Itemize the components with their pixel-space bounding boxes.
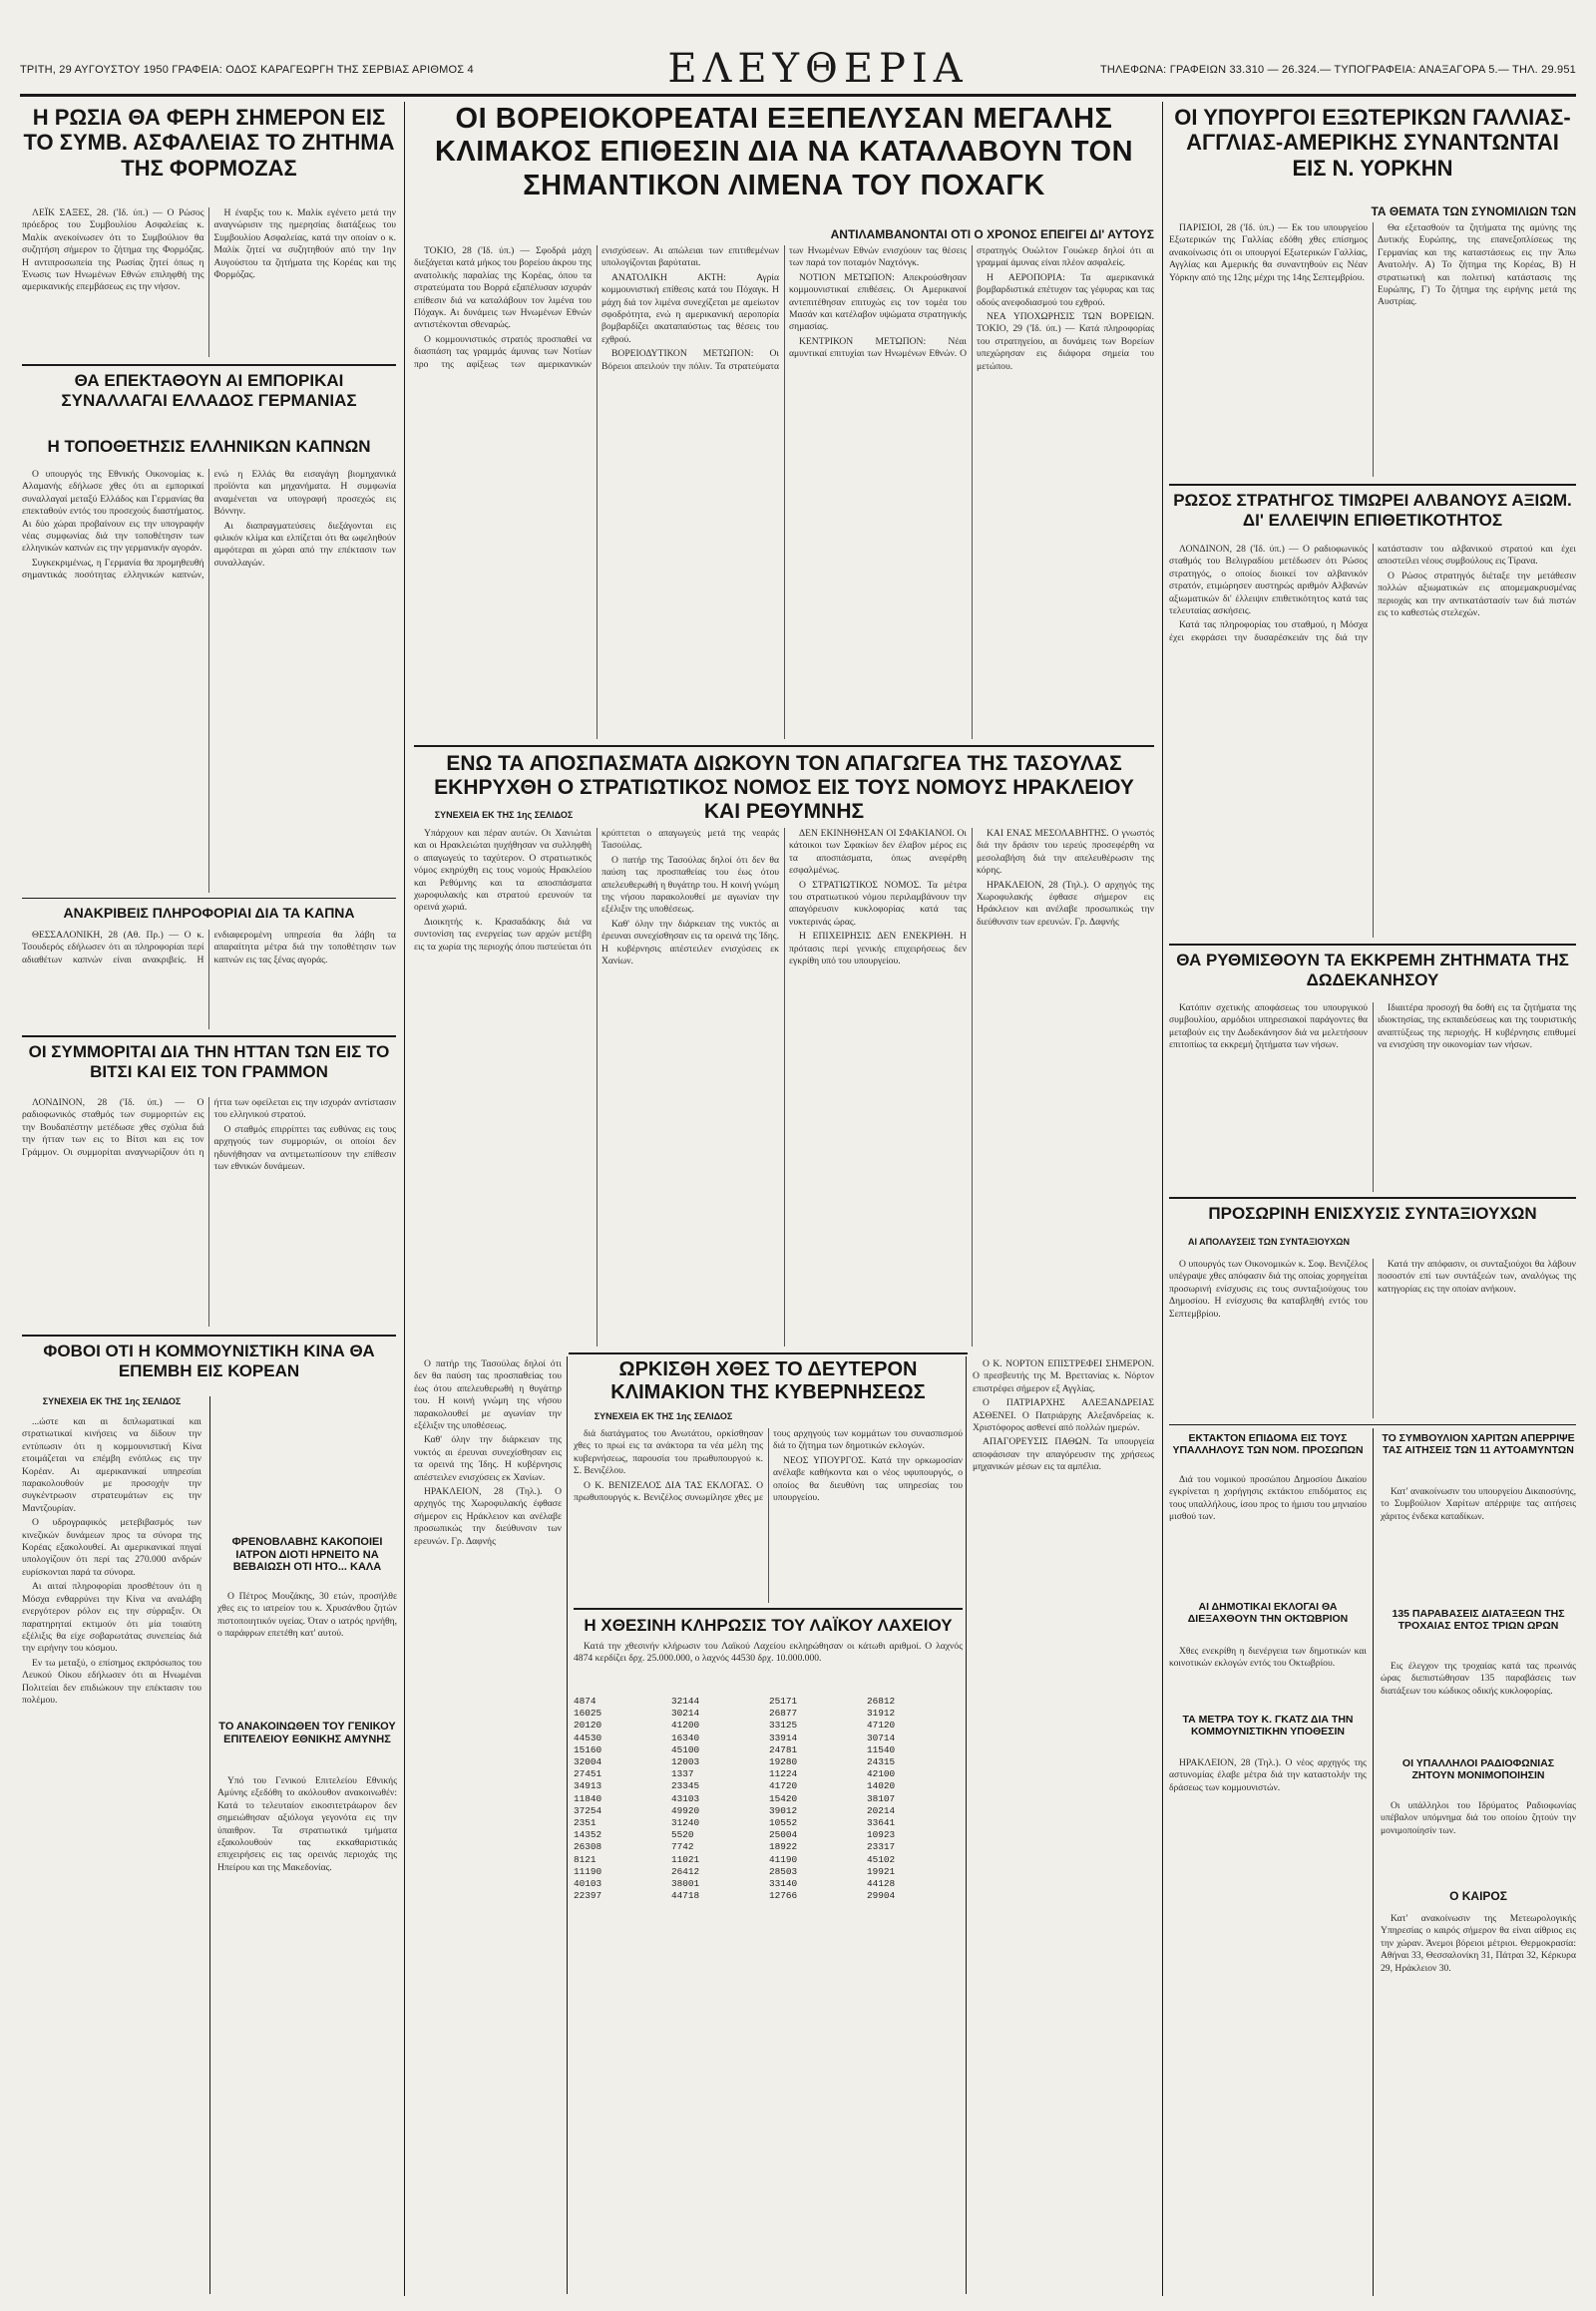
paragraph: Υπό του Γενικού Επιτελείου Εθνικής Αμύνης εξεδόθη το ακόλουθον ανακοινωθέν: Κατά το τελευταίον εικοσιτετράωρον δεν σημειώθησαν αξιόλογα γεγονότα εις την ύπαιθρον. Τα στρατιωτικά τμήματα εξακολουθούν τας εκκαθαριστικάς επιχειρήσεις εις τας ορεινάς περιοχάς της Ηπείρου και της Μακεδονίας. — [217, 1775, 397, 1873]
oath-body — [574, 1428, 963, 1603]
lottery-number: 25171 — [769, 1696, 798, 1707]
oath-headline: ΩΡΚΙΣΘΗ ΧΘΕΣ ΤΟ ΔΕΥΤΕΡΟΝ ΚΛΙΜΑΚΙΟΝ ΤΗΣ ΚΥΒΕΡΝΗΣΕΩΣ — [610, 1358, 926, 1403]
paragraph: Οι υπάλληλοι του Ιδρύματος Ραδιοφωνίας υπέβαλον υπόμνημα διά του οποίου ζητούν την μονιμοποίησίν των. — [1381, 1800, 1576, 1836]
bands-body — [22, 1097, 396, 1327]
paragraph: ΛΕΪΚ ΣΑΞΕΣ, 28. ('Ιδ. ύπ.) — Ο Ρώσος πρόεδρος του Συμβουλίου Ασφαλείας κ. Μαλίκ ανεκοίνωσεν ότι το Συμβούλιον θα συζητήση σήμερον το ζήτημα της Φορμόζας. Η αντιπροσωπεία της Ρωσίας ζητεί όπως η Ένωσις των Ηνωμένων Εθνών επιληφθή της αμερικανικής επεμβάσεως εις την νήσον. — [22, 207, 204, 293]
oath-continued: ΣΥΝΕΧΕΙΑ ΕΚ ΤΗΣ 1ης ΣΕΛΙΔΟΣ — [594, 1411, 733, 1421]
paragraph: Καθ' όλην την διάρκειαν της νυκτός αι έρευναι συνεχίσθησαν εις τα ορεινά της Ίδης. Η κυβέρνησις απέστειλεν ενισχύσεις εκ Χανίων. — [601, 918, 779, 967]
lottery-number: 45100 — [671, 1743, 700, 1755]
paragraph: Ο πατήρ της Τασούλας δηλοί ότι δεν θα παύση τας προσπαθείας του έως ότου απελευθερωθή η θυγάτηρ του. Η κοινή γνώμη της νήσου παρακολουθεί με αγωνίαν την εξέλιξιν της υποθέσεως. — [601, 854, 779, 916]
trade-body — [22, 469, 396, 893]
lottery-number: 49920 — [671, 1804, 700, 1816]
lottery-number: 12003 — [671, 1756, 700, 1768]
paragraph: Χθες ενεκρίθη η διενέργεια των δημοτικών και κοινοτικών εκλογών εντός του Οκτωβρίου. — [1169, 1646, 1367, 1670]
paragraph: Καθ' όλην την διάρκειαν της νυκτός αι έρευναι συνεχίσθησαν εις τα ορεινά της Ίδης. Η κυβέρνησις απέστειλεν ενισχύσεις εκ Χανίων. — [414, 1434, 562, 1483]
paragraph: ΠΑΡΙΣΙΟΙ, 28 ('Ιδ. ύπ.) — Εκ του υπουργείου Εξωτερικών της Γαλλίας εδόθη χθες επίσημος ανακοίνωσις ότι οι υπουργοί Εξωτερικών Γαλλίας, Αγγλίας και Αμερικής θα συναντηθούν εις Νέαν Υόρκην από της 12ης μέχρι της 14ης Σεπτεμβρίου. — [1169, 222, 1368, 283]
paragraph: Κατά τας πληροφορίας του σταθμού, η Μόσχα έχει εκφράσει την δυσαρέσκειάν της διά την κατάστασιν του αλβανικού στρατού και έχει αποστείλει νέους συμβούλους εις Τίρανα. — [1169, 544, 1576, 643]
lottery-number: 31240 — [671, 1817, 700, 1829]
paragraph: ΝΕΟΣ ΥΠΟΥΡΓΟΣ. Κατά την ορκωμοσίαν ανέλαβε καθήκοντα και ο νέος υφυπουργός, ο οποίος θα διευθύνη τας υπηρεσίας του υπουργείου. — [773, 1454, 963, 1504]
albania-headline: ΡΩΣΟΣ ΣΤΡΑΤΗΓΟΣ ΤΙΜΩΡΕΙ ΑΛΒΑΝΟΥΣ ΑΞΙΩΜ. ΔΙ' ΕΛΛΕΙΨΙΝ ΕΠΙΘΕΤΙΚΟΤΗΤΟΣ — [1173, 491, 1572, 530]
paragraph: ΤΟΚΙΟ, 28 ('Ιδ. ύπ.) — Σφοδρά μάχη διεξάγεται κατά μήκος του βορείου άκρου της ανατολικής παραλίας της Κορέας, όπου τα στρατεύματα του Βορρά εξαπέλυσαν ισχυράν επίθεσιν διά να καταλάβουν τον λιμένα του Πόχαγκ. Αι δυνάμεις των Ηνωμένων Εθνών αντιστέκονται σθεναρώς. — [414, 245, 592, 331]
paragraph: διά διατάγματος του Ανωτάτου, ορκίσθησαν χθες το πρωί εις τα ανάκτορα τα νέα μέλη της κυβερνήσεως, παρουσία του πρωθυπουργού κ. Σ. Βενιζέλου. — [574, 1428, 763, 1477]
paragraph: Υπάρχουν και πέραν αυτών. Οι Χανιώται και οι Ηρακλειώται ηυχήθησαν να συλληφθή ο απαγωγεύς το ταχύτερον. Ο στρατιωτικός νόμος εκηρύχθη εις τους νομούς Ηρακλείου και Ρεθύμνης και τα αποσπάσματα χωροφυλακής και στρατού ερευνούν τα ορεινά χωριά. — [414, 828, 592, 914]
lottery-headline: Η ΧΘΕΣΙΝΗ ΚΛΗΡΩΣΙΣ ΤΟΥ ΛΑΪΚΟΥ ΛΑΧΕΙΟΥ — [584, 1616, 953, 1635]
paragraph: Εις έλεγχον της τροχαίας κατά τας πρωινάς ώρας διεπιστώθησαν 135 παραβάσεις των διατάξεων του κώδικος οδικής κυκλοφορίας. — [1381, 1661, 1576, 1697]
lottery-number: 41720 — [769, 1780, 798, 1792]
paragraph: ΝΕΑ ΥΠΟΧΩΡΗΣΙΣ ΤΩΝ ΒΟΡΕΙΩΝ. ΤΟΚΙΟ, 29 ('Ιδ. ύπ.) — Κατά πληροφορίας του στρατηγείου, αι δυνάμεις των Βορείων υπεχώρησαν εις διάφορα σημεία του μετώπου. — [977, 311, 1154, 372]
lottery-number: 15160 — [574, 1743, 602, 1755]
crete-continued: ΣΥΝΕΧΕΙΑ ΕΚ ΤΗΣ 1ης ΣΕΛΙΔΟΣ — [434, 810, 574, 820]
radio-body — [1381, 1800, 1576, 1880]
lottery-column — [769, 1696, 797, 1902]
lottery-number: 19921 — [867, 1865, 896, 1877]
section-divider — [22, 364, 396, 366]
china-continued: ΣΥΝΕΧΕΙΑ ΕΚ ΤΗΣ 1ης ΣΕΛΙΔΟΣ — [42, 1396, 182, 1406]
lottery-column — [671, 1696, 699, 1902]
paragraph: Ο ΣΤΡΑΤΙΩΤΙΚΟΣ ΝΟΜΟΣ. Τα μέτρα του στρατιωτικού νόμου περιλαμβάνουν την απαγόρευσιν κυκλοφορίας κατά τας νυκτερινάς ώρας. — [789, 879, 967, 928]
lottery-number: 25004 — [769, 1829, 798, 1841]
paragraph: ΔΕΝ ΕΚΙΝΗΘΗΣΑΝ ΟΙ ΣΦΑΚΙΑΝΟΙ. Οι κάτοικοι των Σφακίων δεν έλαβον μέρος εις τα αποσπάσματα, όπως ανεφέρθη εσφαλμένως. — [789, 828, 967, 877]
paragraph: Κατά την χθεσινήν κλήρωσιν του Λαϊκού Λαχείου εκληρώθησαν οι κάτωθι αριθμοί. Ο λαχνός 4874 κερδίζει δρχ. 25.000.000, ο λαχνός 44530 δρχ. 10.000.000. — [574, 1641, 963, 1665]
ministers-subhead: ΤΑ ΘΕΜΑΤΑ ΤΩΝ ΣΥΝΟΜΙΛΙΩΝ ΤΩΝ — [1371, 204, 1576, 218]
column-rule — [404, 102, 405, 2296]
lottery-number: 26412 — [671, 1865, 700, 1877]
lottery-number: 27451 — [574, 1768, 602, 1780]
section-divider — [574, 1608, 963, 1610]
section-divider — [1169, 484, 1576, 486]
lottery-number: 32144 — [671, 1696, 700, 1707]
russia-headline: Η ΡΩΣΙΑ ΘΑ ΦΕΡΗ ΣΗΜΕΡΟΝ ΕΙΣ ΤΟ ΣΥΜΒ. ΑΣΦΑΛΕΙΑΣ ΤΟ ΖΗΤΗΜΑ ΤΗΣ ΦΟΡΜΟΖΑΣ — [23, 105, 395, 181]
section-divider — [414, 745, 1154, 747]
lottery-number: 14352 — [574, 1829, 602, 1841]
paragraph: Εν τω μεταξύ, ο επίσημος εκπρόσωπος του Λευκού Οίκου εδήλωσεν ότι αι Ηνωμέναι Πολιτείαι δεν επιδιώκουν την επέκτασιν του πολέμου. — [22, 1657, 201, 1706]
paragraph: ΒΟΡΕΙΟΔΥΤΙΚΟΝ ΜΕΤΩΠΟΝ: Οι Βόρειοι απειλούν την πόλιν. Τα στρατεύματα των Ηνωμένων Εθνών ενισχύουν τας θέσεις των παρά τον ποταμόν Ναχτόνγκ. — [601, 245, 967, 372]
command-body — [217, 1775, 397, 2294]
paragraph: ΑΠΑΓΟΡΕΥΣΙΣ ΠΑΘΩΝ. Τα υπουργεία αποφάσισαν την απαγόρευσιν της χρήσεως μηχανικών μέσων εις τα αμπέλια. — [973, 1436, 1154, 1473]
china-body — [22, 1416, 201, 2294]
paragraph: Ιδιαιτέρα προσοχή θα δοθή εις τα ζητήματα της ιδιοκτησίας, της εκπαιδεύσεως και της τουριστικής αναπτύξεως της περιοχής. Η κυβέρνησις επιθυμεί να ενισχύση την οικονομίαν των νήσων. — [1378, 1002, 1576, 1051]
paragraph: Αι διαπραγματεύσεις διεξάγονται εις φιλικόν κλίμα και ελπίζεται ότι θα ωφεληθούν αμφότεραι αι χώραι από την επέκτασιν των συναλλαγών. — [213, 520, 396, 569]
column-rule — [1373, 1428, 1374, 2296]
section-divider — [1169, 1197, 1576, 1199]
paragraph: ΘΕΣΣΑΛΟΝΙΚΗ, 28 (Αθ. Πρ.) — Ο κ. Τσουδερός εδήλωσεν ότι αι πληροφορίαι περί αδιαθέτων καπνών είναι ανακριβείς. Η ενδιαφερομένη υπηρεσία θα λάβη τα απαραίτητα μέτρα διά την τοποθέτησιν των καπνών εις τας ξένας αγοράς. — [22, 930, 396, 965]
paragraph: ΛΟΝΔΙΝΟΝ, 28 ('Ιδ. ύπ.) — Ο ραδιοφωνικός σταθμός του Βελιγραδίου μετέδωσεν ότι Ρώσος στρατηγός, ο οποίος διοικεί τον αλβανικόν στρατόν, ετιμώρησεν αυστηρώς αριθμόν Αλβανών αξιωματικών δι' έλλειψιν επιθετικότητος κατά τας τελευταίας ασκήσεις. — [1169, 544, 1368, 617]
column-rule — [966, 1356, 967, 2294]
lottery-number: 32004 — [574, 1756, 602, 1768]
paragraph: Ο υπουργός της Εθνικής Οικονομίας κ. Αλαμανής εδήλωσε χθες ότι αι εμπορικαί συναλλαγαί μεταξύ Ελλάδος και Γερμανίας θα επεκταθούν εντός του προσεχούς διαστήματος. Αι δύο χώραι προβαίνουν εις την υπογραφήν νέας συμφωνίας διά την τοποθέτησιν των ελληνικών καπνών εις την γερμανικήν αγοράν. — [22, 469, 204, 555]
lottery-number: 34913 — [574, 1780, 602, 1792]
section-divider — [1169, 944, 1576, 946]
lottery-number: 11840 — [574, 1792, 602, 1804]
lottery-column — [574, 1696, 601, 1902]
section-divider — [22, 1035, 396, 1037]
lottery-number: 22397 — [574, 1890, 602, 1902]
paragraph: Ο Κ. ΒΕΝΙΖΕΛΟΣ ΔΙΑ ΤΑΣ ΕΚΛΟΓΑΣ. Ο πρωθυπουργός κ. Βενιζέλος συνωμίλησε χθες με τους αρχηγούς των κομμάτων του συνασπισμού διά το ζήτημα των δημοτικών εκλογών. — [574, 1428, 963, 1504]
lottery-number: 44718 — [671, 1890, 700, 1902]
pensioners-headline: ΠΡΟΣΩΡΙΝΗ ΕΝΙΣΧΥΣΙΣ ΣΥΝΤΑΞΙΟΥΧΩΝ — [1208, 1204, 1537, 1223]
lottery-number: 11540 — [867, 1743, 896, 1755]
paragraph: Ο κομμουνιστικός στρατός προσπαθεί να διασπάση τας γραμμάς άμυνας των Νοτίων προ της αφίξεως των αμερικανικών ενισχύσεων. Αι απώλειαι των επιτιθεμένων υπολογίζονται βαρύταται. — [414, 245, 779, 370]
ministers-headline: ΟΙ ΥΠΟΥΡΓΟΙ ΕΞΩΤΕΡΙΚΩΝ ΓΑΛΛΙΑΣ-ΑΓΓΛΙΑΣ-ΑΜΕΡΙΚΗΣ ΣΥΝΑΝΤΩΝΤΑΙ ΕΙΣ Ν. ΥΟΡΚΗΝ — [1174, 105, 1571, 181]
lottery-number: 23317 — [867, 1841, 896, 1853]
lottery-number: 23345 — [671, 1780, 700, 1792]
section-divider — [1169, 1424, 1576, 1425]
dodecanese-headline: ΘΑ ΡΥΘΜΙΣΘΟΥΝ ΤΑ ΕΚΚΡΕΜΗ ΖΗΤΗΜΑΤΑ ΤΗΣ ΔΩΔΕΚΑΝΗΣΟΥ — [1176, 951, 1569, 989]
lottery-number: 10923 — [867, 1829, 896, 1841]
paragraph: Κατόπιν σχετικής αποφάσεως του υπουργικού συμβουλίου, αρμόδιοι υπηρεσιακοί παράγοντες θα μεταβούν εις την Δωδεκάνησον διά να μελετήσουν επιτοπίως τα εκκρεμή ζητήματα των νήσων. — [1169, 1002, 1368, 1051]
lottery-number: 12766 — [769, 1890, 798, 1902]
lottery-number: 7742 — [671, 1841, 694, 1853]
trade-subhead: Η ΤΟΠΟΘΕΤΗΣΙΣ ΕΛΛΗΝΙΚΩΝ ΚΑΠΝΩΝ — [47, 437, 371, 456]
doctors-body — [217, 1591, 397, 1711]
conscripts-body — [1169, 1474, 1367, 1594]
tobacco-headline: ΑΝΑΚΡΙΒΕΙΣ ΠΛΗΡΟΦΟΡΙΑΙ ΔΙΑ ΤΑ ΚΑΠΝΑ — [63, 905, 355, 921]
paragraph: Η ΕΠΙΧΕΙΡΗΣΙΣ ΔΕΝ ΕΝΕΚΡΙΘΗ. Η πρότασις περί γενικής επιχειρήσεως δεν εγκρίθη υπό του υπουργείου. — [789, 931, 967, 967]
lottery-number: 20120 — [574, 1720, 602, 1732]
lottery-number: 19280 — [769, 1756, 798, 1768]
paragraph: ΑΝΑΤΟΛΙΚΗ ΑΚΤΗ: Αγρία κομμουνιστική επίθεσις κατά του Πόχαγκ. Η μάχη διά τον λιμένα συνεχίζεται με αμείωτον σφοδρότητα, ενώ η αμερικανική αεροπορία βομβαρδίζει ακαταπαύστως τας θέσεις του εχθρού. — [601, 271, 779, 345]
lottery-number: 44128 — [867, 1878, 896, 1890]
lottery-number: 31912 — [867, 1708, 896, 1720]
paragraph: ΗΡΑΚΛΕΙΟΝ, 28 (Τηλ.). Ο αρχηγός της Χωροφυλακής έφθασε σήμερον εις Ηράκλειον και ανέλαβε προσωπικώς την διεύθυνσιν των ερευνών. Γρ. Δαφνής — [977, 879, 1154, 928]
lottery-number: 24315 — [867, 1756, 896, 1768]
russia-body — [22, 207, 396, 357]
lottery-number: 10552 — [769, 1817, 798, 1829]
lottery-number: 39012 — [769, 1804, 798, 1816]
doctors-headline: ΦΡΕΝΟΒΛΑΒΗΣ ΚΑΚΟΠΟΙΕΙ ΙΑΤΡΟΝ ΔΙΟΤΙ ΗΡΝΕΙΤΟ ΝΑ ΒΕΒΑΙΩΣΗ ΟΤΙ ΗΤΟ... ΚΑΛΑ — [231, 1536, 383, 1574]
lottery-number: 11021 — [671, 1853, 700, 1865]
newspaper-title: ΕΛΕΥΘΕΡΙΑ — [667, 46, 969, 92]
interior-body — [973, 1358, 1154, 1832]
lottery-number: 38107 — [867, 1792, 896, 1804]
pensioners-subhead: ΑΙ ΑΠΟΛΑΥΣΕΙΣ ΤΩΝ ΣΥΝΤΑΞΙΟΥΧΩΝ — [1188, 1237, 1350, 1247]
masthead-phones: ΤΗΛΕΦΩΝΑ: ΓΡΑΦΕΙΩΝ 33.310 — 26.324.— ΤΥΠΟΓΡΑΦΕΙΑ: ΑΝΑΞΑΓΟΡΑ 5.— ΤΗΛ. 29.951 — [1099, 64, 1576, 76]
albania-body — [1169, 544, 1576, 938]
masthead-date-address: ΤΡΙΤΗ, 29 ΑΥΓΟΥΣΤΟΥ 1950 ΓΡΑΦΕΙΑ: ΟΔΟΣ ΚΑΡΑΓΕΩΡΓΗ ΤΗΣ ΣΕΡΒΙΑΣ ΑΡΙΘΜΟΣ 4 — [20, 64, 474, 76]
paragraph: Η ΑΕΡΟΠΟΡΙΑ: Τα αμερικανικά βομβαρδιστικά επέτυχον τας γέφυρας και τας οδούς ανεφοδιασμού του εχθρού. — [977, 271, 1154, 308]
column-rule — [1162, 102, 1163, 2296]
radio-headline: ΟΙ ΥΠΑΛΛΗΛΟΙ ΡΑΔΙΟΦΩΝΙΑΣ ΖΗΤΟΥΝ ΜΟΝΙΜΟΠΟΙΗΣΙΝ — [1401, 1757, 1555, 1782]
lottery-number: 44530 — [574, 1732, 602, 1743]
paragraph: ΚΕΝΤΡΙΚΟΝ ΜΕΤΩΠΟΝ: Νέαι αμυντικαί επιτυχίαι των Ηνωμένων Εθνών. Ο στρατηγός Ουώλτον Γουώκερ δηλοί ότι αι γραμμαί άμυνας είναι πλέον ασφαλείς. — [789, 245, 1154, 360]
lottery-number: 26877 — [769, 1708, 798, 1720]
lottery-number: 20214 — [867, 1804, 896, 1816]
paragraph: Ο ΠΑΤΡΙΑΡΧΗΣ ΑΛΕΞΑΝΔΡΕΙΑΣ ΑΣΘΕΝΕΙ. Ο Πατριάρχης Αλεξανδρείας κ. Χριστόφορος ασθενεί από πολλών ημερών. — [973, 1397, 1154, 1434]
lottery-number: 2351 — [574, 1817, 597, 1829]
crete-continuation — [414, 1358, 562, 2291]
lottery-number: 8121 — [574, 1853, 597, 1865]
lottery-number: 30214 — [671, 1708, 700, 1720]
china-headline: ΦΟΒΟΙ ΟΤΙ Η ΚΟΜΜΟΥΝΙΣΤΙΚΗ ΚΙΝΑ ΘΑ ΕΠΕΜΒΗ ΕΙΣ ΚΟΡΕΑΝ — [43, 1342, 375, 1380]
masthead — [20, 46, 1576, 97]
crete-body — [414, 828, 1154, 1347]
crete-headline: ΕΝΩ ΤΑ ΑΠΟΣΠΑΣΜΑΤΑ ΔΙΩΚΟΥΝ ΤΟΝ ΑΠΑΓΩΓΕΑ ΤΗΣ ΤΑΣΟΥΛΑΣ ΕΚΗΡΥΧΘΗ Ο ΣΤΡΑΤΙΩΤΙΚΟΣ ΝΟΜΟΣ ΕΙΣ ΤΟΥΣ ΝΟΜΟΥΣ ΗΡΑΚΛΕΙΟΥ ΚΑΙ ΡΕΘΥΜΝΗΣ — [434, 752, 1134, 824]
lottery-number: 41190 — [769, 1853, 798, 1865]
paragraph: Ο υδρογραφικός μετεβιβασμός των κινεζικών δυνάμεων προς τα σύνορα της Κορέας εξακολουθεί. Αι αμερικανικαί πηγαί υπολογίζουν ότι περί τας 270.000 ανδρών ευρίσκονται παρά τα σύνορα. — [22, 1517, 201, 1578]
lottery-number: 26308 — [574, 1841, 602, 1853]
command-headline: ΤΟ ΑΝΑΚΟΙΝΩΘΕΝ ΤΟΥ ΓΕΝΙΚΟΥ ΕΠΙΤΕΛΕΙΟΥ ΕΘΝΙΚΗΣ ΑΜΥΝΗΣ — [218, 1721, 396, 1745]
paragraph: Αι αιταί πληροφορίαι προσθέτουν ότι η Μόσχα ενθαρρύνει την Κίνα να αναλάβη ενεργότερον ρόλον εις την σύρραξιν. Οι παρατηρηταί εκτιμούν ότι μία τοιαύτη εξέλιξις θα είχε σοβαρωτάτας συνεπείας διά την ειρήνην του κόσμου. — [22, 1581, 201, 1655]
lottery-number: 33641 — [867, 1817, 896, 1829]
paragraph: ...ώστε και αι διπλωματικαί και στρατιωτικαί κινήσεις να δίδουν την εντύπωσιν ότι η κομμουνιστική Κίνα ετοιμάζεται να επέμβη ενόπλως εις την Κορέαν. Αι αμερικανικαί υπηρεσίαι παρακολουθούν με προσοχήν την συγκέντρωσιν στρατευμάτων εις την Μαντζουρίαν. — [22, 1416, 201, 1514]
lottery-number: 33140 — [769, 1878, 798, 1890]
paragraph: Συγκεκριμένως, η Γερμανία θα προμηθευθή σημαντικάς ποσότητας ελληνικών καπνών, ενώ η Ελλάς θα εισαγάγη βιομηχανικά προϊόντα και μηχανήματα. Η συμφωνία αναμένεται να υπογραφή προσεχώς εις Βόννην. — [22, 469, 396, 581]
paragraph: Ο σταθμός επιρρίπτει τας ευθύνας εις τους αρχηγούς των συμμοριών, οι οποίοι δεν ηδυνήθησαν να αντιμετωπίσουν την επίθεσιν των εθνικών δυνάμεων. — [213, 1123, 396, 1173]
aliens-body — [1381, 1486, 1576, 1596]
lottery-intro — [574, 1641, 963, 1691]
lottery-number: 33914 — [769, 1732, 798, 1743]
lottery-number: 16025 — [574, 1708, 602, 1720]
lottery-number: 45102 — [867, 1853, 896, 1865]
lottery-number: 15420 — [769, 1792, 798, 1804]
lottery-number: 40103 — [574, 1878, 602, 1890]
lottery-column — [867, 1696, 895, 1902]
section-divider — [569, 1352, 968, 1354]
weather-body — [1381, 1913, 1576, 2292]
paragraph: Κατά την απόφασιν, οι συνταξιούχοι θα λάβουν ποσοστόν επί των συντάξεών των, αναλόγως της κατηγορίας εις την οποίαν ανήκουν. — [1378, 1259, 1576, 1295]
decrees-headline: 135 ΠΑΡΑΒΑΣΕΙΣ ΔΙΑΤΑΞΕΩΝ ΤΗΣ ΤΡΟΧΑΙΑΣ ΕΝΤΟΣ ΤΡΙΩΝ ΩΡΩΝ — [1392, 1608, 1565, 1633]
lottery-number: 4874 — [574, 1696, 597, 1707]
paragraph: Διοικητής κ. Κρασαδάκης διά να συντονίση τας ενεργείας των αρχών μετέβη εις τα χωρία της περιοχής όπου πιστεύεται ότι κρύπτεται ο απαγωγεύς μετά της νεαράς Τασούλας. — [414, 828, 779, 953]
paragraph: Ο πατήρ της Τασούλας δηλοί ότι δεν θα παύση τας προσπαθείας του έως ότου απελευθερωθή η θυγάτηρ του. Η κοινή γνώμη της νήσου παρακολουθεί με αγωνίαν την εξέλιξιν της υποθέσεως. — [414, 1358, 562, 1432]
paragraph: ΚΑΙ ΕΝΑΣ ΜΕΣΟΛΑΒΗΤΗΣ. Ο γνωστός διά την δράσιν του ιερεύς προσεφέρθη να μεσολαβήση διά την απελευθέρωσιν της κόρης. — [977, 828, 1154, 877]
korea-headline: ΟΙ ΒΟΡΕΙΟΚΟΡΕΑΤΑΙ ΕΞΕΠΕΛΥΣΑΝ ΜΕΓΑΛΗΣ ΚΛΙΜΑΚΟΣ ΕΠΙΘΕΣΙΝ ΔΙΑ ΝΑ ΚΑΤΑΛΑΒΟΥΝ ΤΟΝ ΣΗΜΑΝΤΙΚΟΝ ΛΙΜΕΝΑ ΤΟΥ ΠΟΧΑΓΚ — [434, 103, 1134, 201]
decrees-body — [1381, 1661, 1576, 1750]
lottery-number: 18922 — [769, 1841, 798, 1853]
paragraph: Ο Ρώσος στρατηγός διέταξε την μετάθεσιν πολλών αξιωματικών εις απομεμακρυσμένας περιοχάς και την αντικατάστασίν των διά πιστών εις το καθεστώς στελεχών. — [1378, 570, 1576, 619]
lottery-number: 37254 — [574, 1804, 602, 1816]
column-rule — [209, 1396, 210, 2294]
bands-headline: ΟΙ ΣΥΜΜΟΡΙΤΑΙ ΔΙΑ ΤΗΝ ΗΤΤΑΝ ΤΩΝ ΕΙΣ ΤΟ ΒΙΤΣΙ ΚΑΙ ΕΙΣ ΤΟΝ ΓΡΑΜΜΟΝ — [28, 1042, 390, 1081]
lottery-number: 24781 — [769, 1743, 798, 1755]
lottery-number: 14020 — [867, 1780, 896, 1792]
paragraph: ΗΡΑΚΛΕΙΟΝ, 28 (Τηλ.). Ο αρχηγός της Χωροφυλακής έφθασε σήμερον εις Ηράκλειον και ανέλαβε προσωπικώς την διεύθυνσιν των ερευνών. Γρ. Δαφνής — [414, 1486, 562, 1547]
arrest-body — [1169, 1757, 1367, 2296]
paragraph: ΝΟΤΙΟΝ ΜΕΤΩΠΟΝ: Απεκρούσθησαν κομμουνιστικαί επιθέσεις. Οι Αμερικανοί αντεπιτέθησαν επιτυχώς εις τον τομέα του Μασάν και κατέλαβον υψώματα στρατηγικής σημασίας. — [789, 271, 967, 333]
pensioners-body — [1169, 1259, 1576, 1418]
paragraph: Ο Πέτρος Μουζάκης, 30 ετών, προσήλθε χθες εις το ιατρείον του κ. Χρυσάνθου ζητών πιστοποιητικόν υγείας. Όταν ο ιατρός ηρνήθη, ο παράφρων επετέθη κατ' αυτού. — [217, 1591, 397, 1640]
column-rule — [567, 1356, 568, 2294]
paragraph: Ο υπουργός των Οικονομικών κ. Σοφ. Βενιζέλος υπέγραψε χθες απόφασιν διά της οποίας χορηγείται προσωρινή ενίσχυσις εις τους συνταξιούχους του Δημοσίου. Η ενίσχυσις θα καταβληθή εντός του Σεπτεμβρίου. — [1169, 1259, 1368, 1320]
lottery-number: 30714 — [867, 1732, 896, 1743]
lottery-number: 16340 — [671, 1732, 700, 1743]
weather-headline: Ο ΚΑΙΡΟΣ — [1449, 1889, 1507, 1903]
korea-subhead: ΑΝΤΙΛΑΜΒΑΝΟΝΤΑΙ ΟΤΙ Ο ΧΡΟΝΟΣ ΕΠΕΙΓΕΙ ΔΙ' ΑΥΤΟΥΣ — [830, 227, 1154, 241]
conscripts-headline: ΕΚΤΑΚΤΟΝ ΕΠΙΔΟΜΑ ΕΙΣ ΤΟΥΣ ΥΠΑΛΛΗΛΟΥΣ ΤΩΝ ΝΟΜ. ΠΡΟΣΩΠΩΝ — [1172, 1432, 1364, 1457]
trade-headline: ΘΑ ΕΠΕΚΤΑΘΟΥΝ ΑΙ ΕΜΠΟΡΙΚΑΙ ΣΥΝΑΛΛΑΓΑΙ ΕΛΛΑΔΟΣ ΓΕΡΜΑΝΙΑΣ — [61, 371, 357, 410]
lottery-number: 41200 — [671, 1720, 700, 1732]
lottery-number: 11224 — [769, 1768, 798, 1780]
lottery-number: 28503 — [769, 1865, 798, 1877]
arrest-headline: ΤΑ ΜΕΤΡΑ ΤΟΥ Κ. ΓΚΑΤΖ ΔΙΑ ΤΗΝ ΚΟΜΜΟΥΝΙΣΤΙΚΗΝ ΥΠΟΘΕΣΙΝ — [1182, 1714, 1354, 1738]
elections-headline: ΑΙ ΔΗΜΟΤΙΚΑΙ ΕΚΛΟΓΑΙ ΘΑ ΔΙΕΞΑΧΘΟΥΝ ΤΗΝ ΟΚΤΩΒΡΙΟΝ — [1187, 1601, 1349, 1626]
lottery-number: 43103 — [671, 1792, 700, 1804]
aliens-headline: ΤΟ ΣΥΜΒΟΥΛΙΟΝ ΧΑΡΙΤΩΝ ΑΠΕΡΡΙΨΕ ΤΑΣ ΑΙΤΗΣΕΙΣ ΤΩΝ 11 ΑΥΤΟΑΜΥΝΤΩΝ — [1382, 1432, 1575, 1457]
lottery-table — [574, 1696, 963, 2294]
lottery-number: 33125 — [769, 1720, 798, 1732]
lottery-number: 26812 — [867, 1696, 896, 1707]
paragraph: Διά του νομικού προσώπου Δημοσίου Δικαίου εγκρίνεται η χορήγησις εκτάκτου επιδόματος εις τους υπαλλήλους, ίσου προς το ήμισυ του μηνιαίου μισθού των. — [1169, 1474, 1367, 1523]
elections-body — [1169, 1646, 1367, 1706]
paragraph: Ο Κ. ΝΟΡΤΟΝ ΕΠΙΣΤΡΕΦΕΙ ΣΗΜΕΡΟΝ. Ο πρεσβευτής της Μ. Βρεττανίας κ. Νόρτον επιστρέφει σήμερον εξ Αγγλίας. — [973, 1358, 1154, 1394]
lottery-number: 1337 — [671, 1768, 694, 1780]
paragraph: ΛΟΝΔΙΝΟΝ, 28 ('Ιδ. ύπ.) — Ο ραδιοφωνικός σταθμός των συμμοριτών εις την Βουδαπέστην μετέδωσε χθες σχόλια διά την ήτταν των εις το Βίτσι και εις τον Γράμμον. Οι συμμορίται αναγνωρίζουν ότι η ήττα των οφείλεται εις την ισχυράν αντίστασιν του ελληνικού στρατού. — [22, 1097, 396, 1158]
ministers-body — [1169, 222, 1576, 477]
section-divider — [22, 1335, 396, 1337]
lottery-number: 5520 — [671, 1829, 694, 1841]
section-divider — [22, 898, 396, 899]
lottery-number: 38001 — [671, 1878, 700, 1890]
dodecanese-body — [1169, 1002, 1576, 1192]
korea-body — [414, 245, 1154, 739]
paragraph: ΗΡΑΚΛΕΙΟΝ, 28 (Τηλ.). Ο νέος αρχηγός της αστυνομίας έλαβε μέτρα διά την καταστολήν της δράσεως των κομμουνιστών. — [1169, 1757, 1367, 1793]
lottery-number: 42100 — [867, 1768, 896, 1780]
paragraph: Θα εξετασθούν τα ζητήματα της αμύνης της Δυτικής Ευρώπης, της επανεξοπλίσεως της Γερμανίας και της καταστάσεως εις την Άπω Ανατολήν. Α) Το ζήτημα της Κορέας, Β) Η στρατιωτική και πολιτική κατάστασις της Ευρώπης, Γ) Το ζήτημα της ειρήνης μετά της Αυστρίας. — [1378, 222, 1576, 308]
lottery-number: 29904 — [867, 1890, 896, 1902]
lottery-number: 47120 — [867, 1720, 896, 1732]
lottery-number: 11190 — [574, 1865, 602, 1877]
paragraph: Η έναρξις του κ. Μαλίκ εγένετο μετά την αναγνώρισιν της ημερησίας διατάξεως του Συμβουλίου Ασφαλείας, κατά την οποίαν ο κ. Μαλίκ ζητεί να συζητηθούν από την 1ην Αυγούστου τα ζητήματα της Κορέας και της Φορμόζας. — [213, 207, 396, 281]
tobacco-body — [22, 930, 396, 1029]
paragraph: Κατ' ανακοίνωσιν της Μετεωρολογικής Υπηρεσίας ο καιρός σήμερον θα είναι αίθριος εις την χώραν. Άνεμοι βόρειοι μέτριοι. Θερμοκρασία: Αθήναι 33, Θεσσαλονίκη 31, Πάτραι 32, Κέρκυρα 29, Ηράκλειον 30. — [1381, 1913, 1576, 1974]
paragraph: Κατ' ανακοίνωσιν του υπουργείου Δικαιοσύνης, το Συμβούλιον Χαρίτων απέρριψε τας αιτήσεις χάριτος ένδεκα καταδίκων. — [1381, 1486, 1576, 1522]
